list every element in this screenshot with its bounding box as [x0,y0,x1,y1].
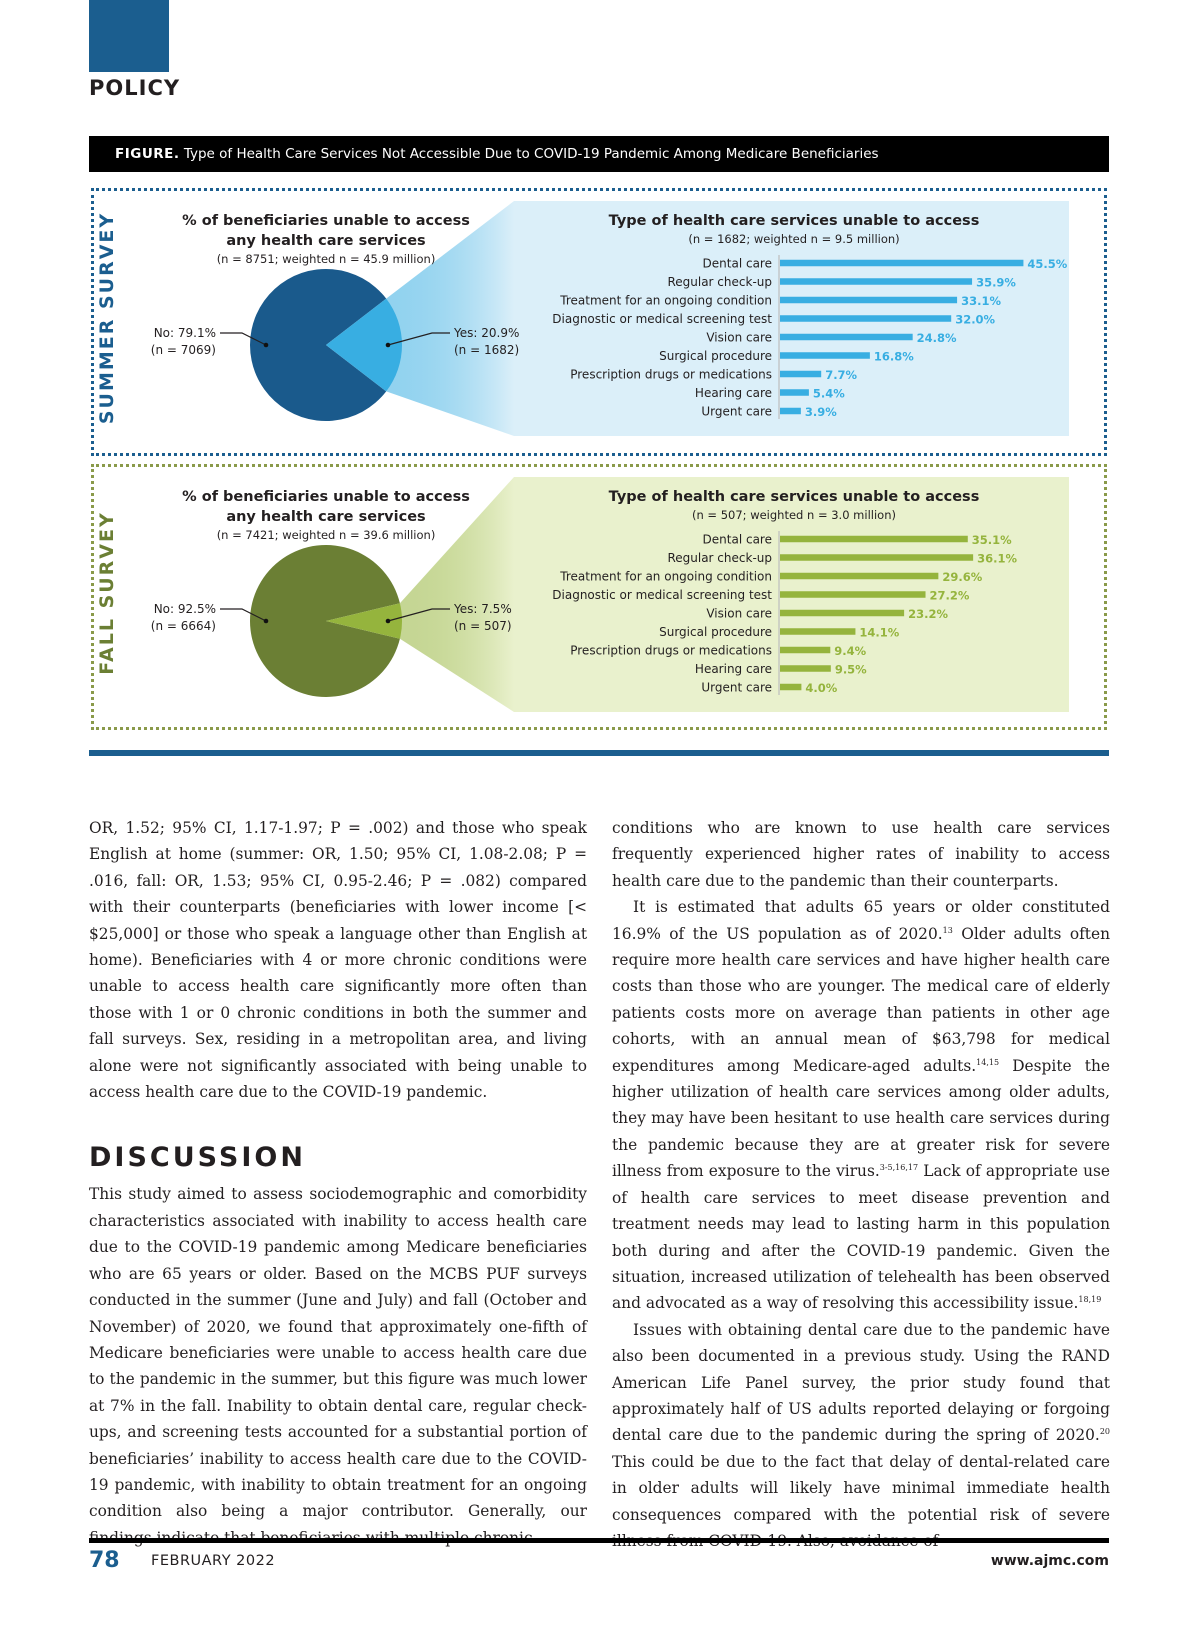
fall-pie-title: any health care services [226,509,426,525]
citation: 18,19 [1078,1295,1102,1305]
fall-bar-value-label: 29.6% [942,570,983,584]
summer-pie-title: % of beneficiaries unable to access [182,213,470,229]
summer-pie-subtitle: (n = 8751; weighted n = 45.9 million) [216,252,436,266]
fall-bar-category: Treatment for an ongoing condition [560,569,772,584]
fall-yes-dot [386,619,391,624]
paragraph: This study aimed to assess sociodemographic and comorbidity characteristics associated with inability to access health care due to the COVID-19 pandemic among Medicare beneficiaries who are 65 years or older. Based on the MCBS PUF surveys conducted in the summer (June and July) and fall (October and November) of 2020, we found that approximately one-fifth of Medicare beneficiaries were unable to access health care due to the pandemic in the summer, but this figure was much lower at 7% in the fall. Inability to obtain dental care, regular check-ups, and screening tests accounted for a substantial portion of beneficiaries’ inability to access health care due to the COVID-19 pandemic, with inability to obtain treatment for an ongoing condition also being a major contributor. Generally, our [89,1185,587,1521]
fall-bar [780,684,801,691]
fall-bar-category: Surgical procedure [659,625,772,639]
fall-bar [780,628,855,635]
text-run: Lack of appropriate use of health care services to meet disease prevention and treatment needs may lead to lasting harm in this population both during and after the COVID-19 pandemic. Given the situation, increased utilization of telehealth has been observed and advocated as a way of resolving this accessibility issue. [612,1162,1110,1313]
summer-bar [780,315,951,322]
text-run: Despite the higher utilization of health care services among older adults, they may have been hesitant to use health care services during the pandemic because they are at greater risk for severe illness from exposure to the virus. [612,1056,1110,1181]
summer-bar [780,278,972,285]
summer-bar-category: Urgent care [701,404,772,419]
summer-yes-label: Yes: 20.9% [454,326,520,340]
fall-bar-category: Diagnostic or medical screening test [552,588,772,602]
fall-no-n: (n = 6664) [150,619,216,633]
text-run: It is estimated that adults 65 years or older constituted 16.9% of the US population as of 2020. [612,898,1110,943]
summer-bar [780,371,821,378]
summer-bar-title: Type of health care services unable to access [608,213,980,229]
fall-bar-title: Type of health care services unable to access [608,489,980,505]
issue-date: FEBRUARY 2022 [151,1553,276,1569]
fall-pie-title: % of beneficiaries unable to access [182,489,470,505]
fall-bar-value-label: 27.2% [929,588,970,603]
footer-rule [89,1538,1109,1543]
paragraph [612,894,1110,1317]
fall-survey-chart [94,467,1104,727]
summer-bar-value-label: 5.4% [812,386,845,401]
section-label: POLICY [89,76,181,100]
summer-bar [780,352,870,359]
fall-bar-category: Dental care [702,532,772,547]
summer-bar-value-label: 45.5% [1027,257,1068,271]
summer-survey-chart [94,191,1104,453]
summer-bar [780,408,801,415]
fall-bar [780,665,831,672]
summer-bar-category: Treatment for an ongoing condition [560,293,772,308]
summer-bar-value-label: 35.9% [976,275,1016,290]
citation: 14,15 [976,1057,1000,1067]
fall-bar [780,573,938,580]
site-url: www.ajmc.com [990,1553,1109,1569]
fall-bar-value-label: 36.1% [977,551,1018,566]
fall-bar-value-label: 14.1% [859,625,900,640]
summer-bar-value-label: 16.8% [873,349,914,364]
summer-bar [780,334,913,341]
fall-bar-value-label: 35.1% [971,533,1012,547]
right-text-column [612,815,1110,1554]
summer-no-label: No: 79.1% [153,326,216,340]
text-run: Older adults often require more health care services and have higher health care costs than those who are younger. The medical care of elderly patients costs more on average than patients in other age cohorts, with an annual mean of $63,798 for medical expenditures among Medicare-aged adults. [612,924,1110,1075]
page-number: 78 [89,1548,120,1573]
summer-survey-label: SUMMER SURVEY [96,211,118,425]
summer-bar [780,297,957,304]
fall-survey-label: FALL SURVEY [96,511,118,675]
summer-bar-subtitle: (n = 1682; weighted n = 9.5 million) [688,232,900,246]
figure-bottom-rule [89,750,1109,756]
summer-bar-category: Dental care [702,256,772,271]
fall-survey-panel [91,464,1107,730]
summer-bar-category: Prescription drugs or medications [570,367,772,382]
fall-bar-category: Prescription drugs or medications [570,643,772,658]
section-color-block [89,0,169,72]
summer-bar-value-label: 32.0% [955,312,996,327]
fall-bar-category: Urgent care [701,680,772,695]
summer-bar-category: Vision care [706,330,772,345]
summer-bar [780,260,1023,267]
fall-yes-n: (n = 507) [454,619,512,633]
summer-bar [780,389,809,396]
fall-bar [780,591,926,598]
paragraph [612,1317,1110,1555]
summer-bar-category: Surgical procedure [659,349,772,363]
figure-title: Type of Health Care Services Not Accessible Due to COVID-19 Pandemic Among Medicare Beneficiaries [183,146,879,162]
citation: 13 [942,925,953,935]
summer-pie-title: any health care services [226,233,426,249]
fall-bar [780,610,904,617]
figure-caption-bar [89,136,1109,172]
fall-yes-label: Yes: 7.5% [454,602,512,616]
summer-bar-value-label: 3.9% [804,405,837,419]
fall-bar-value-label: 23.2% [908,607,949,621]
paragraph: conditions who are known to use health care services frequently experienced higher rates of inability to access health care due to the pandemic than their counterparts. [612,819,1110,890]
fall-no-label: No: 92.5% [153,602,216,616]
citation: 3-5,16,17 [879,1163,919,1173]
summer-no-n: (n = 7069) [150,343,216,357]
figure-label: FIGURE. [115,146,180,162]
summer-bar-category: Diagnostic or medical screening test [552,312,772,326]
text-run: This could be due to the fact that delay of dental-related care in older adults will likely have minimal immediate health consequences compared with the potential risk of severe [612,1452,1110,1524]
summer-bar-category: Regular check-up [667,275,772,289]
text-run: Issues with obtaining dental care due to the pandemic have also been documented in a previous study. Using the RAND American Life Panel survey, the prior study found that approximately half of US adults reported delaying or forgoing dental care due to the pandemic during the spring of 2020. [612,1320,1110,1445]
summer-yes-dot [386,343,391,348]
fall-bar-subtitle: (n = 507; weighted n = 3.0 million) [692,508,896,522]
fall-bar [780,554,973,561]
fall-pie-subtitle: (n = 7421; weighted n = 39.6 million) [216,528,436,542]
summer-bar-value-label: 33.1% [961,294,1001,308]
discussion-heading: DISCUSSION [89,1142,306,1174]
left-text-column [89,815,587,1551]
summer-no-dot [264,343,269,348]
fall-bar-category: Hearing care [694,662,772,676]
summer-yes-n: (n = 1682) [454,343,520,357]
fall-bar [780,647,830,654]
summer-bar-value-label: 24.8% [916,331,957,345]
fall-bar-value-label: 9.5% [834,662,867,677]
fall-no-dot [264,619,269,624]
fall-bar-value-label: 9.4% [834,644,867,658]
summer-bar-category: Hearing care [694,386,772,400]
citation: 20 [1099,1427,1110,1437]
summer-bar-value-label: 7.7% [825,368,858,382]
fall-bar [780,536,968,543]
fall-bar-category: Vision care [706,606,772,621]
fall-bar-category: Regular check-up [667,551,772,565]
paragraph: OR, 1.52; 95% CI, 1.17-1.97; P = .002) and those who speak English at home (summer: OR, 1.50; 95% CI, 1.08-2.08; P = .016, fall: OR, 1.53; 95% CI, 0.95-2.46; P = .082) compared with their counterparts (beneficiaries with lower income [< $25,000] or those who speak a language other than English at home). Beneficiaries with 4 or more chronic conditions were unable to access health care significantly more often than those with 1 or 0 chronic conditions in both the summer and fall surveys. Sex, residing in a metropolitan area, and living alone were not significantly associated with being unable to access health care due to the COVID-19 pandemic. [89,819,587,1102]
summer-survey-panel [91,188,1107,456]
fall-bar-value-label: 4.0% [805,681,838,695]
